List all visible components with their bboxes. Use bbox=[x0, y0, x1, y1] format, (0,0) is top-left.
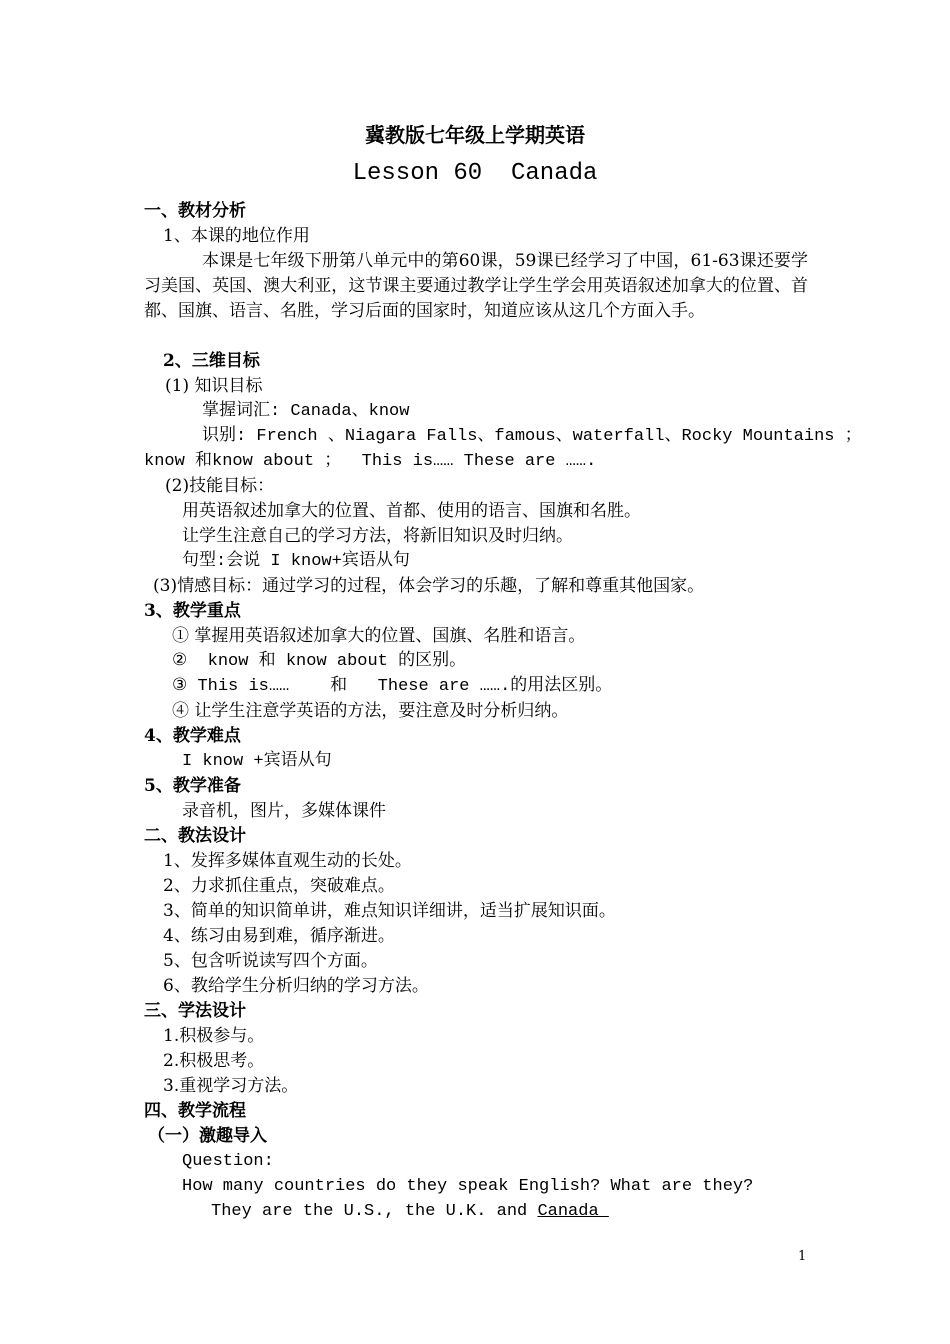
subsection-lead-in: （一）激趣导入 bbox=[148, 1126, 267, 1146]
lesson-title: Lesson 60 Canada bbox=[352, 160, 598, 187]
knowledge-recognize: 识别: French 、Niagara Falls、famous、waterfall、Rocky Mountains ； bbox=[202, 427, 862, 446]
question-label: Question: bbox=[182, 1152, 274, 1171]
emotion-objective: (3)情感目标：通过学习的过程，体会学习的乐趣，了解和尊重其他国家。 bbox=[153, 576, 705, 596]
section-heading-4: 四、教学流程 bbox=[144, 1101, 246, 1121]
skill-objective-1: 用英语叙述加拿大的位置、首都、使用的语言、国旗和名胜。 bbox=[182, 501, 641, 521]
skill-objective-3: 句型:会说 I know+宾语从句 bbox=[182, 552, 410, 571]
section-heading-3: 三、学法设计 bbox=[144, 1001, 246, 1021]
key-point-4: ④ 让学生注意学英语的方法，要注意及时分析归纳。 bbox=[172, 701, 569, 721]
page-number: 1 bbox=[798, 1249, 807, 1264]
method-item-4: 4、练习由易到难，循序渐进。 bbox=[163, 926, 395, 946]
skill-objective-heading: (2)技能目标： bbox=[165, 476, 275, 496]
item-difficulties: 4、教学难点 bbox=[144, 726, 241, 746]
method-item-1: 1、发挥多媒体直观生动的长处。 bbox=[163, 851, 412, 871]
item-role: 1、本课的地位作用 bbox=[163, 226, 310, 246]
item-key-points: 3、教学重点 bbox=[144, 601, 241, 621]
key-point-2: ② know 和 know about 的区别。 bbox=[172, 652, 467, 671]
item-preparation: 5、教学准备 bbox=[144, 776, 241, 796]
study-item-3: 3.重视学习方法。 bbox=[163, 1076, 299, 1096]
document-title: 冀教版七年级上学期英语 bbox=[365, 123, 585, 147]
method-item-2: 2、力求抓住重点，突破难点。 bbox=[163, 876, 395, 896]
skill-objective-2: 让学生注意自己的学习方法，将新旧知识及时归纳。 bbox=[182, 526, 573, 546]
question-text: How many countries do they speak English? What are they? bbox=[182, 1177, 754, 1196]
answer-line bbox=[211, 1199, 609, 1224]
section-heading-2: 二、教法设计 bbox=[144, 826, 246, 846]
role-paragraph: 本课是七年级下册第八单元中的第60课，59课已经学习了中国，61-63课还要学习美国、英国、澳大利亚，这节课主要通过教学让学生学会用英语叙述加拿大的位置、首都、国旗、语言、名胜，学习后面的国家时，知道应该从这几个方面入手。 bbox=[144, 251, 808, 321]
method-item-3: 3、简单的知识简单讲，难点知识详细讲，适当扩展知识面。 bbox=[163, 901, 616, 921]
answer-blank: Canada bbox=[537, 1202, 609, 1221]
difficulty-1: I know +宾语从句 bbox=[182, 752, 332, 771]
answer-prefix: They are the U.S., the U.K. and bbox=[211, 1202, 538, 1221]
knowledge-objective-heading: (1) 知识目标 bbox=[165, 376, 263, 396]
item-objectives: 2、三维目标 bbox=[163, 351, 260, 371]
knowledge-recognize-cont: know 和know about ； This is…… These are ……. bbox=[144, 452, 597, 471]
key-point-3: ③ This is…… 和 These are …….的用法区别。 bbox=[172, 677, 613, 696]
preparation-text: 录音机，图片，多媒体课件 bbox=[182, 801, 386, 821]
key-point-1: ① 掌握用英语叙述加拿大的位置、国旗、名胜和语言。 bbox=[172, 626, 586, 646]
knowledge-vocab: 掌握词汇: Canada、know bbox=[202, 402, 410, 421]
study-item-1: 1.积极参与。 bbox=[163, 1026, 265, 1046]
method-item-6: 6、教给学生分析归纳的学习方法。 bbox=[163, 976, 429, 996]
method-item-5: 5、包含听说读写四个方面。 bbox=[163, 951, 378, 971]
section-heading-1: 一、教材分析 bbox=[144, 201, 246, 221]
study-item-2: 2.积极思考。 bbox=[163, 1051, 265, 1071]
